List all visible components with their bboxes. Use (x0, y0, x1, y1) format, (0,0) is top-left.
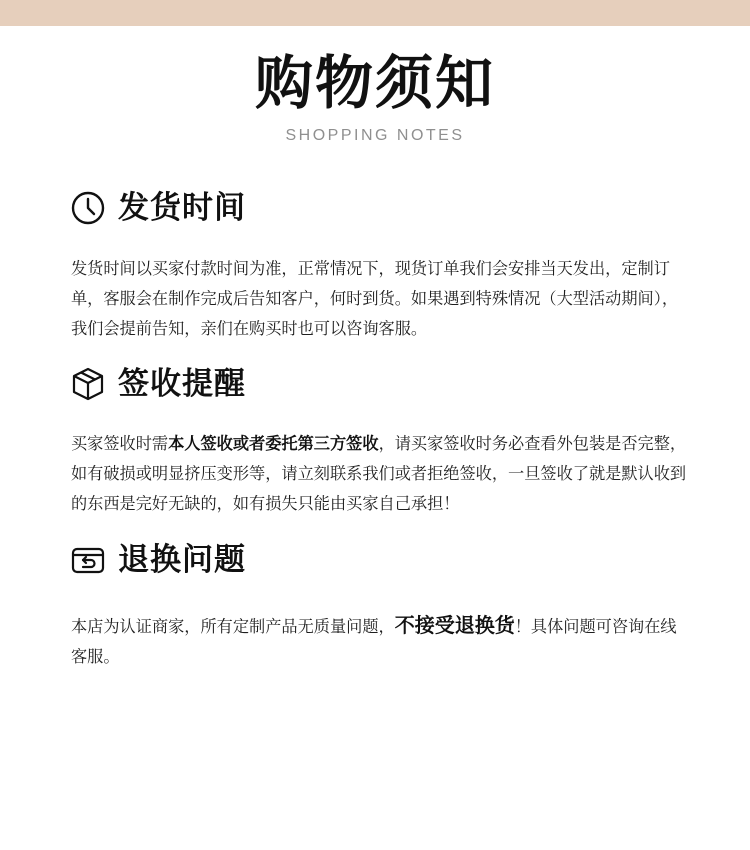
page-subtitle: SHOPPING NOTES (285, 127, 465, 144)
emphasis-text: 本人签收或者委托第三方签收 (168, 434, 379, 453)
section-shipping-time (70, 188, 246, 228)
text-segment: 本店为认证商家，所有定制产品无质量问题， (71, 617, 395, 636)
return-exchange-text (71, 610, 691, 672)
clock-icon (70, 190, 106, 226)
text-segment: 买家签收时需 (71, 434, 169, 453)
emphasis-text: 不接受退换货 (394, 613, 515, 637)
section-receipt-reminder (70, 364, 246, 404)
section-return-exchange (70, 540, 246, 580)
section-title: 退换问题 (118, 542, 246, 578)
return-icon (70, 542, 106, 578)
shipping-time-text: 发货时间以买家付款时间为准，正常情况下，现货订单我们会安排当天发出，定制订单，客服会在制作完成后告知客户，何时到货。如果遇到特殊情况（大型活动期间），我们会提前告知，亲们在购买时也可以咨询客服。 (71, 259, 679, 338)
receipt-reminder-text (71, 429, 691, 519)
section-title: 发货时间 (118, 190, 246, 226)
text-segment: ！具体问题可咨询在线客服。 (71, 617, 677, 666)
box-icon (70, 366, 106, 402)
text-segment: ，请买家签收时务必查看外包装是否完整，如有破损或明显挤压变形等，请立刻联系我们或者拒绝签收，一旦签收了就是默认收到的东西是完好无缺的，如有损失只能由买家自己承担！ (71, 434, 687, 513)
section-title: 签收提醒 (118, 366, 246, 402)
top-color-band (0, 0, 750, 26)
page-title: 购物须知 (254, 49, 495, 117)
